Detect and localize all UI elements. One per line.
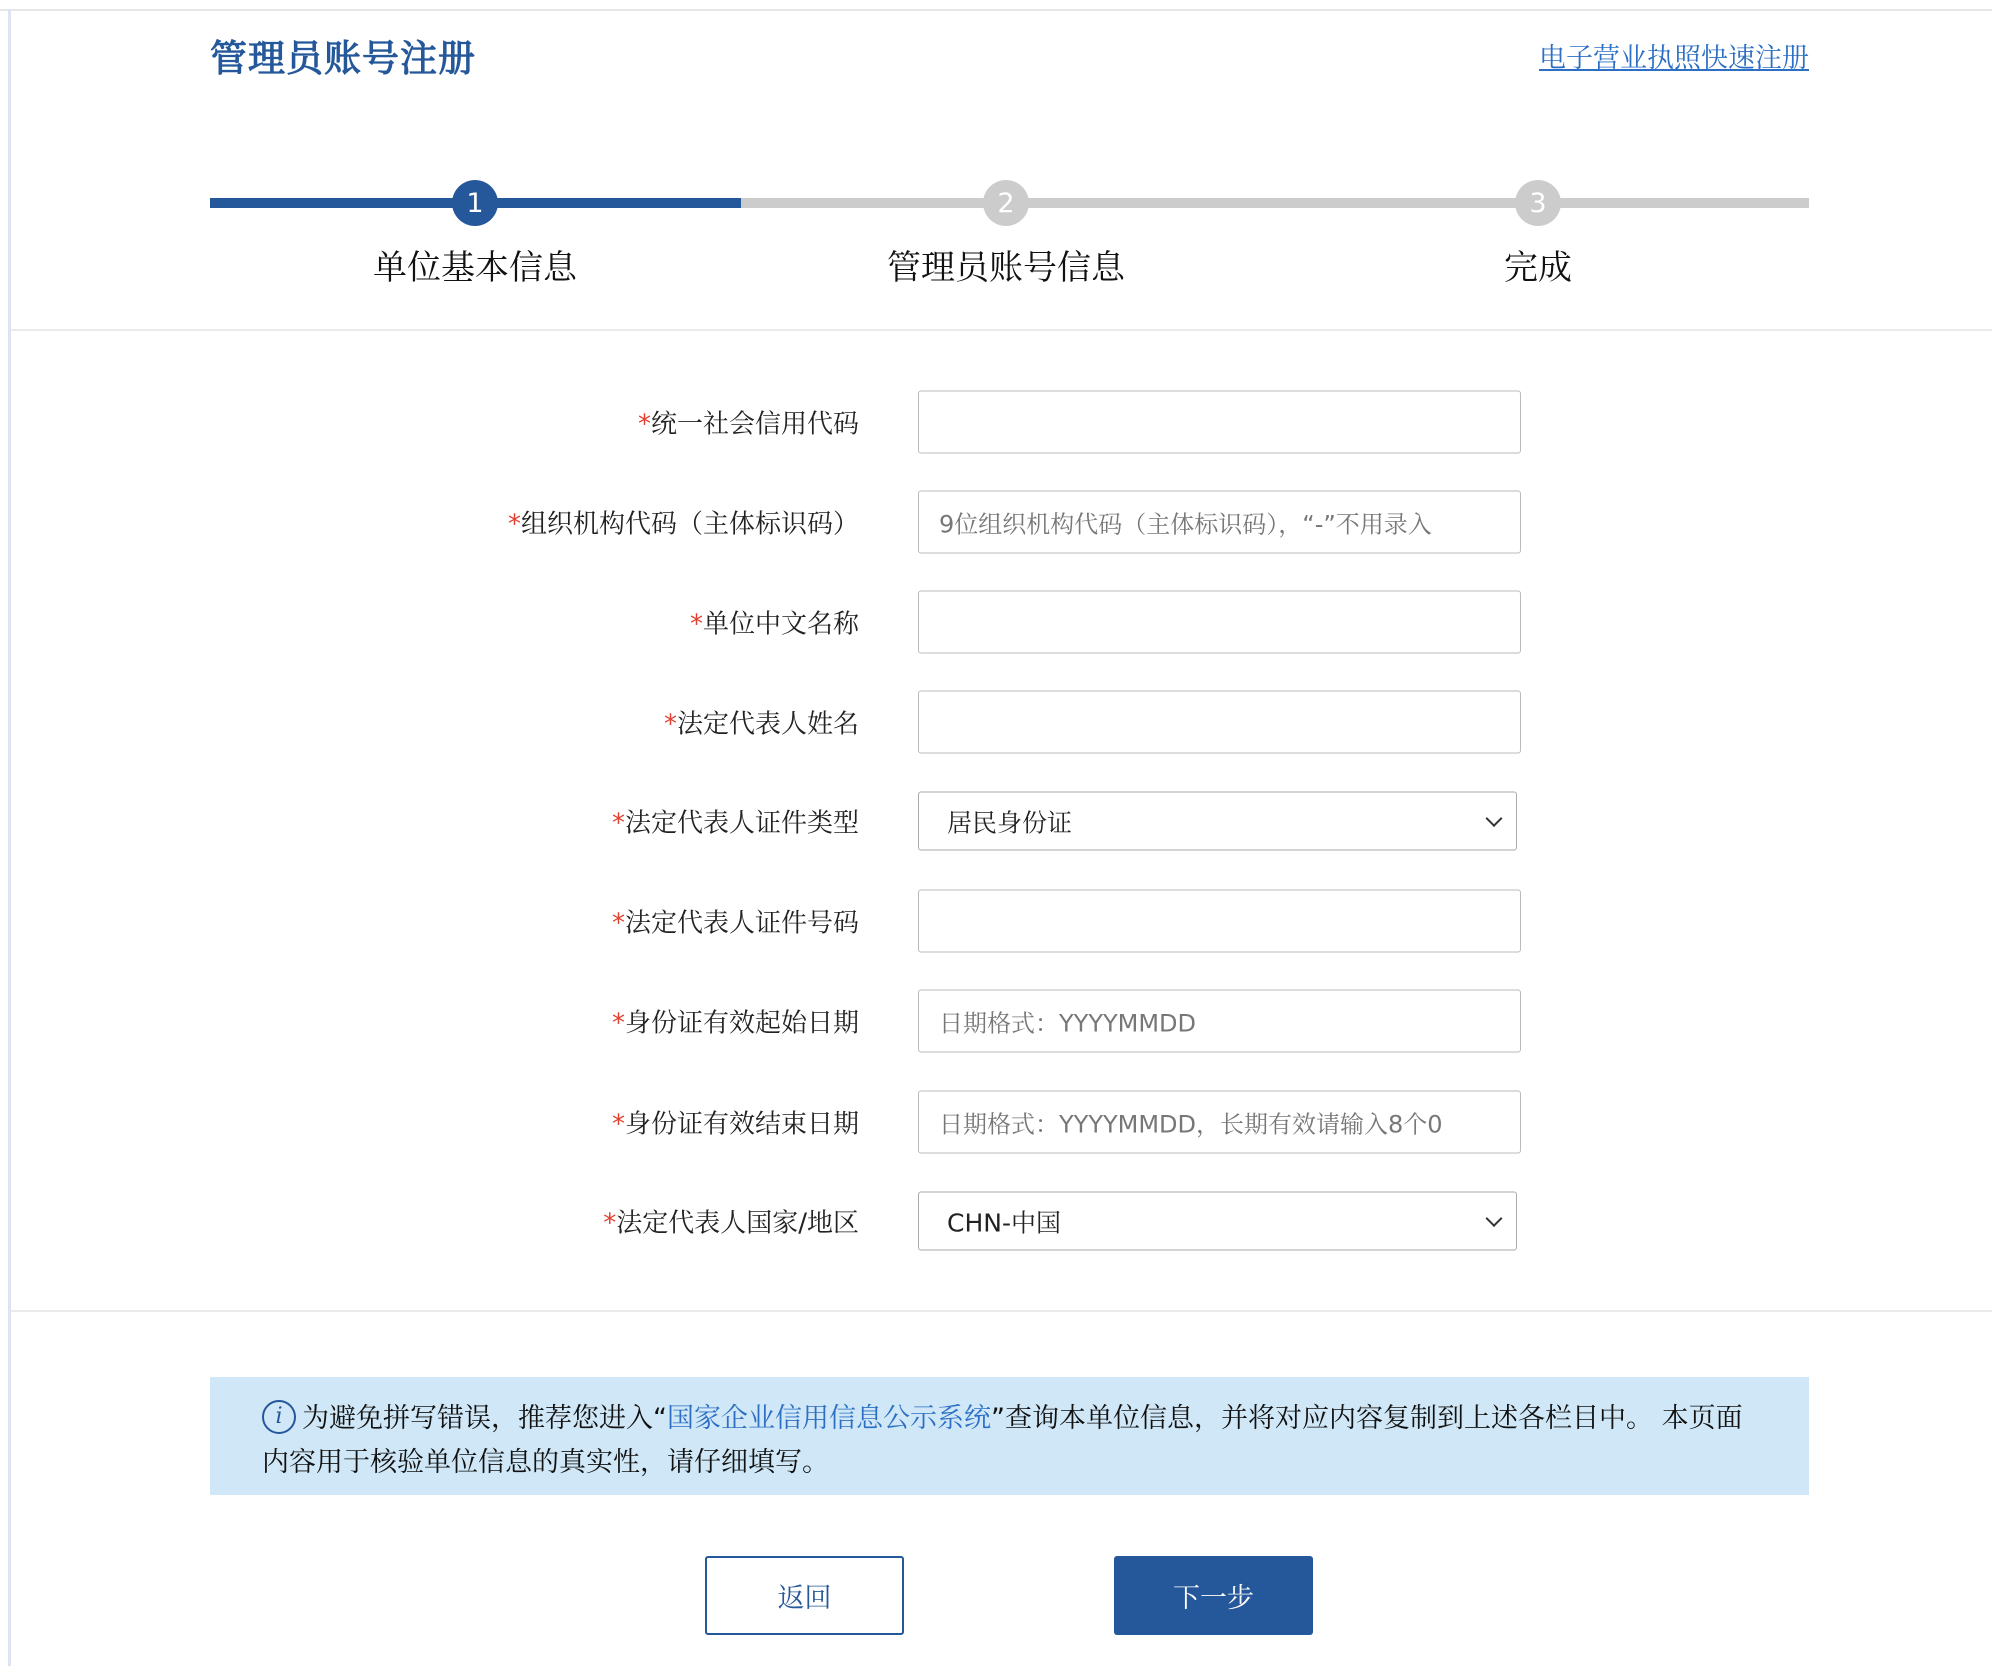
label-text: 身份证有效起始日期 <box>624 1008 859 1039</box>
progress-bar-remaining <box>741 198 1809 208</box>
step-1-circle: 1 <box>452 180 498 226</box>
divider <box>11 329 1992 331</box>
credit-code-label <box>638 404 859 441</box>
left-border <box>8 9 11 1666</box>
info-icon: i <box>262 1400 296 1434</box>
required-mark: * <box>603 1208 617 1239</box>
required-mark: * <box>611 908 625 939</box>
back-button[interactable]: 返回 <box>705 1556 904 1635</box>
step-1-label: 单位基本信息 <box>373 248 577 288</box>
id-number-input[interactable] <box>918 890 1521 953</box>
chevron-down-icon <box>1486 810 1503 827</box>
id-number-label <box>612 903 859 940</box>
step-2-label: 管理员账号信息 <box>887 248 1125 288</box>
label-text: 身份证有效结束日期 <box>624 1109 859 1140</box>
required-mark: * <box>507 509 521 540</box>
id-end-date-label <box>612 1104 859 1141</box>
label-text: 法定代表人姓名 <box>676 709 859 740</box>
label-text: 统一社会信用代码 <box>650 409 859 440</box>
required-mark: * <box>611 1109 625 1140</box>
required-mark: * <box>637 409 651 440</box>
label-text: 法定代表人证件号码 <box>624 908 859 939</box>
info-notice <box>210 1377 1809 1495</box>
page-title: 管理员账号注册 <box>210 37 476 80</box>
id-type-label <box>612 803 859 840</box>
step-3-label: 完成 <box>1504 248 1572 288</box>
required-mark: * <box>611 1008 625 1039</box>
label-text: 单位中文名称 <box>702 609 859 640</box>
info-text-before: 为避免拼写错误，推荐您进入“ <box>302 1403 667 1434</box>
step-3-circle: 3 <box>1515 180 1561 226</box>
info-text-after: ”查询本单位信息，并将对应内容复制到上述各栏目中。 本页面内容用于核验单位信息的真实性，请仔细填写。 <box>262 1403 1743 1478</box>
top-border <box>0 9 1992 11</box>
country-select[interactable] <box>918 1192 1517 1251</box>
label-text: 法定代表人证件类型 <box>624 808 859 839</box>
required-mark: * <box>611 808 625 839</box>
label-text: 组织机构代码（主体标识码） <box>520 509 859 540</box>
country-label <box>603 1203 859 1240</box>
id-end-date-input[interactable] <box>918 1091 1521 1154</box>
id-type-select[interactable] <box>918 792 1517 851</box>
divider <box>11 1310 1992 1312</box>
legal-rep-name-input[interactable] <box>918 691 1521 754</box>
required-mark: * <box>663 709 677 740</box>
credit-code-input[interactable] <box>918 391 1521 454</box>
placeholder-text: 9位组织机构代码（主体标识码），“-”不用录入 <box>939 510 1432 539</box>
org-code-input[interactable] <box>918 491 1521 554</box>
quick-register-link[interactable]: 电子营业执照快速注册 <box>1539 43 1809 74</box>
selected-value: 居民身份证 <box>947 808 1073 837</box>
id-start-date-input[interactable] <box>918 990 1521 1053</box>
unit-name-label <box>690 604 859 641</box>
id-start-date-label <box>612 1003 859 1040</box>
placeholder-text: 日期格式：YYYYMMDD <box>939 1009 1197 1038</box>
chevron-down-icon <box>1486 1210 1503 1227</box>
legal-rep-name-label <box>664 704 859 741</box>
label-text: 法定代表人国家/地区 <box>616 1208 859 1239</box>
step-2-circle: 2 <box>983 180 1029 226</box>
unit-name-input[interactable] <box>918 591 1521 654</box>
org-code-label <box>508 504 859 541</box>
next-step-button[interactable]: 下一步 <box>1114 1556 1313 1635</box>
selected-value: CHN-中国 <box>947 1208 1061 1237</box>
placeholder-text: 日期格式：YYYYMMDD，长期有效请输入8个0 <box>939 1110 1443 1139</box>
required-mark: * <box>689 609 703 640</box>
gsxt-link[interactable]: 国家企业信用信息公示系统 <box>667 1403 991 1434</box>
